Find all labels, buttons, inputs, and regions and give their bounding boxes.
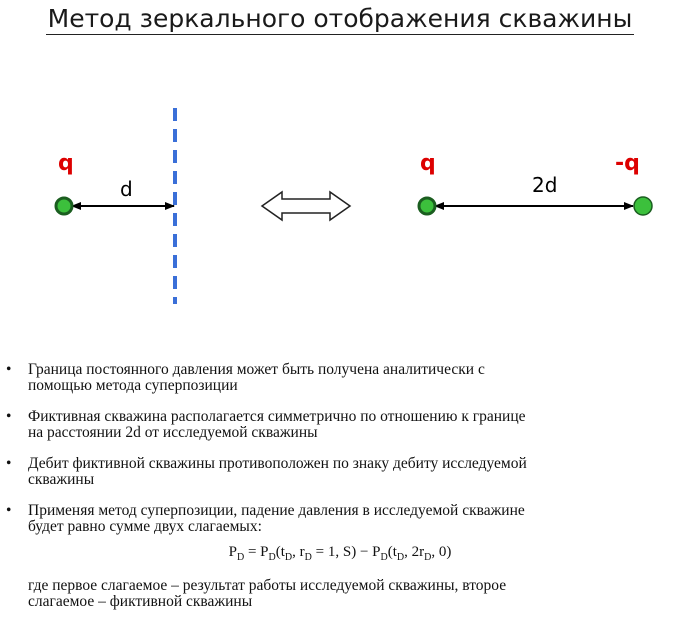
left-distance-label: d xyxy=(120,177,133,201)
bullet-text-line: Применяя метод суперпозиции, падение давления в исследуемой скважине xyxy=(28,502,525,519)
title-text: Метод зеркального отображения скважины xyxy=(47,4,633,33)
bullet-text-line: на расстоянии 2d от исследуемой скважины xyxy=(28,424,318,441)
list-item xyxy=(6,361,658,394)
explanation-line: слагаемое – фиктивной скважины xyxy=(28,593,253,610)
image-well-label: -q xyxy=(615,151,640,176)
bullet-text-line: Фиктивная скважина располагается симметрично по отношению к границе xyxy=(28,408,526,425)
list-item xyxy=(6,408,658,441)
formula-explanation xyxy=(28,578,658,610)
bullet-marker: • xyxy=(6,455,12,472)
right-well-label: q xyxy=(420,151,436,176)
bullet-marker: • xyxy=(6,408,12,425)
bullet-text-line: помощью метода суперпозиции xyxy=(28,377,238,394)
bullet-text-line: Граница постоянного давления может быть получена аналитически с xyxy=(28,361,485,378)
superposition-formula: $P_D = P_D(t_D$, $r_D = 1$, $S) - P_D(t_D$, $2r_D$, 0) xyxy=(228,544,452,563)
list-item xyxy=(6,502,658,535)
bullet-text-line: Дебит фиктивной скважины противоположен по знаку дебиту исследуемой xyxy=(28,455,527,472)
list-item xyxy=(6,455,658,488)
bullet-marker: • xyxy=(6,502,12,519)
equivalence-double-arrow xyxy=(262,192,350,220)
bullet-marker: • xyxy=(6,361,12,378)
bullet-text-line: скважины xyxy=(28,471,95,488)
right-well xyxy=(419,198,435,214)
left-well xyxy=(56,198,72,214)
bullet-text-line: будет равно сумме двух слагаемых: xyxy=(28,518,262,535)
explanation-line: где первое слагаемое – результат работы исследуемой скважины, второе xyxy=(28,577,507,594)
left-well-label: q xyxy=(58,151,74,176)
right-distance-label: 2d xyxy=(532,173,558,197)
image-well xyxy=(634,197,652,215)
